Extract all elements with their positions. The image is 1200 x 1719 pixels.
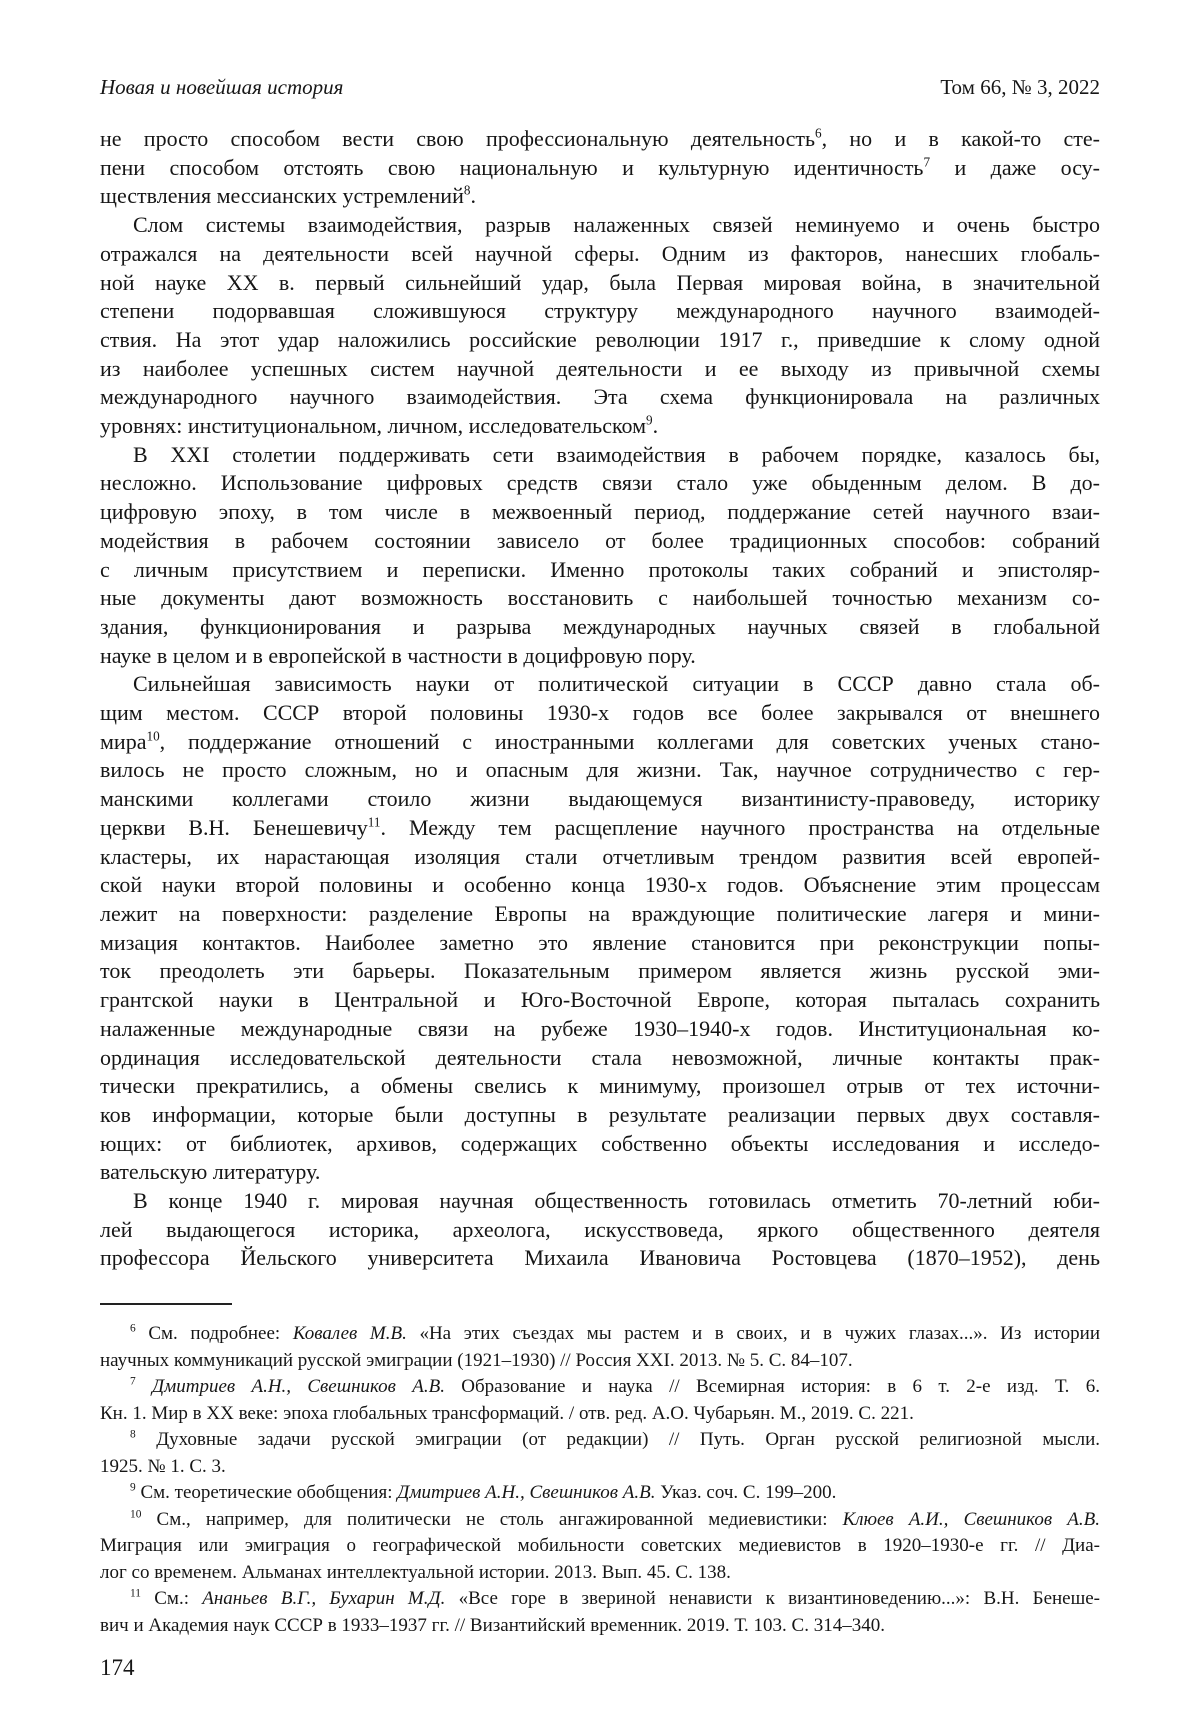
footnote-line: $^{10}$ См., например, для политически не столь ангажированной медиевистики: Клюев А.И., Свешников А.В. — [130, 1508, 1100, 1530]
footnote — [100, 1374, 1100, 1427]
footnote-marker: 10 — [146, 728, 160, 744]
page-number: 174 — [100, 1655, 135, 1681]
footnote-line: $^7$ Дмитриев А.Н., Свешников А.В. Образование и наука // Всемирная история: в 6 т. 2-е изд. Т. 6. — [130, 1375, 1100, 1398]
body-text-line: кластеры, их нарастающая изоляция стали отчетливым трендом развития всей европей- — [100, 843, 1100, 869]
paragraph — [100, 1187, 1100, 1273]
footnote — [100, 1586, 1100, 1639]
footnote-line: 1925. № 1. С. 3. — [100, 1455, 226, 1477]
body-text-line: налаженные международные связи на рубеже 1930–1940-х годов. Институциональная ко- — [100, 1015, 1100, 1041]
paragraph — [100, 670, 1100, 1187]
body-text-line: ные документы дают возможность восстановить с наибольшей точностью механизм со- — [100, 585, 1100, 611]
footnote-separator — [100, 1303, 232, 1305]
body-text-line: отражался на деятельности всей научной сферы. Одним из факторов, нанесших глобаль- — [100, 240, 1100, 266]
footnote-marker: 9 — [130, 1481, 136, 1494]
body-text-line: лей выдающегося историка, археолога, искусствоведа, яркого общественного деятеля — [100, 1216, 1100, 1242]
body-text-line: науке в целом и в европейской в частности в доцифровую пору. — [100, 642, 696, 668]
footnote-marker: 6 — [815, 125, 822, 141]
footnote-line: $^9$ См. теоретические обобщения: Дмитриев А.Н., Свешников А.В. Указ. соч. С. 199–200. — [130, 1481, 837, 1504]
footnote-marker: 11 — [367, 814, 381, 830]
footnote-marker: 8 — [463, 183, 471, 199]
body-text-line: степени подорвавшая сложившуюся структуру международного научного взаимодей- — [100, 298, 1100, 324]
footnote-line: лог со временем. Альманах интеллектуальной истории. 2013. Вып. 45. С. 138. — [100, 1561, 731, 1583]
body-text-line: мизация контактов. Наиболее заметно это явление становится при реконструкции попы- — [100, 929, 1100, 955]
body-text-line: В конце 1940 г. мировая научная общественность готовилась отметить 70-летний юби- — [133, 1188, 1100, 1214]
footnote-marker: 6 — [130, 1322, 136, 1335]
footnote-marker: 8 — [130, 1428, 136, 1441]
body-text-line: лежит на поверхности: разделение Европы на враждующие политические лагеря и мини- — [100, 900, 1100, 926]
body-text-line: с личным присутствием и переписки. Именно протоколы таких собраний и эпистоляр- — [100, 556, 1100, 582]
body-text-line: ток преодолеть эти барьеры. Показательным примером является жизнь русской эми- — [100, 958, 1100, 984]
footnotes-list — [100, 1321, 1100, 1639]
footnote-line: вич и Академия наук СССР в 1933–1937 гг. // Византийский временник. 2019. Т. 103. С. 314–340. — [100, 1614, 885, 1636]
footnote-marker: 7 — [923, 154, 931, 170]
body-text-line: ординация исследовательской деятельности стала невозможной, личные контакты прак- — [100, 1044, 1100, 1070]
paragraph — [100, 125, 1100, 211]
body-text-line: тически прекратились, а обмены свелись к минимуму, произошел отрыв от тех источни- — [100, 1073, 1100, 1099]
body-text-line: пени способом отстоять свою национальную и культурную идентичность$^7$ и даже осу- — [100, 154, 1100, 180]
footnote-marker: 10 — [130, 1508, 142, 1521]
volume-issue-info: Том 66, № 3, 2022 — [940, 75, 1100, 99]
body-text-line: ществления мессианских устремлений$^8$. — [100, 183, 476, 209]
paragraph — [100, 441, 1100, 671]
body-text-line: мира$^{10}$, поддержание отношений с иностранными коллегами для советских ученых стано- — [100, 728, 1100, 754]
footnote-line: научных коммуникаций русской эмиграции (1921–1930) // Россия XXI. 2013. № 5. С. 84–107. — [100, 1349, 853, 1371]
footnote-line: $^8$ Духовные задачи русской эмиграции (от редакции) // Путь. Орган русской религиозной мысли. — [130, 1428, 1100, 1451]
body-text-line: цифровую эпоху, в том числе в межвоенный период, поддержание сетей научного взаи- — [100, 499, 1100, 525]
body-text-line: модействия в рабочем состоянии зависело от более традиционных способов: собраний — [100, 527, 1100, 553]
footnote — [100, 1321, 1100, 1374]
body-text-line: здания, функционирования и разрыва международных научных связей в глобальной — [100, 613, 1100, 639]
body-text-line: манскими коллегами стоило жизни выдающемуся византинисту-правоведу, историку — [100, 786, 1100, 812]
body-text-line: ков информации, которые были доступны в результате реализации первых двух составля- — [100, 1101, 1100, 1127]
body-text-line: не просто способом вести свою профессиональную деятельность$^6$, но и в какой-то сте- — [100, 125, 1100, 151]
body-text-line: Слом системы взаимодействия, разрыв налаженных связей неминуемо и очень быстро — [133, 212, 1100, 238]
footnote-marker: 11 — [130, 1587, 141, 1600]
body-text-line: вательскую литературу. — [100, 1159, 321, 1185]
body-text-line: из наиболее успешных систем научной деятельности и ее выходу из привычной схемы — [100, 355, 1100, 381]
footnote-line: Миграция или эмиграция о географической мобильности советских медиевистов в 1920–1930-е гг. // Диа- — [100, 1535, 1100, 1557]
footnote-marker: 9 — [646, 412, 653, 428]
page-header — [100, 75, 1100, 100]
footnote-marker: 7 — [130, 1375, 136, 1388]
body-text-line: уровнях: институциональном, личном, исследовательском$^9$. — [100, 412, 659, 439]
body-text-line: ствия. На этот удар наложились российские революции 1917 г., приведшие к слому одной — [100, 326, 1100, 352]
footnote-line: $^6$ См. подробнее: Ковалев М.В. «На этих съездах мы растем и в своих, и в чужих глазах...». Из истории — [130, 1322, 1100, 1345]
footnote — [100, 1427, 1100, 1480]
body-text-line: ской науки второй половины и особенно конца 1930-х годов. Объяснение этим процессам — [100, 872, 1100, 898]
body-text-line: несложно. Использование цифровых средств связи стало уже обыденным делом. В до- — [100, 470, 1100, 496]
footnote-line: $^{11}$ См.: Ананьев В.Г., Бухарин М.Д. «Все горе в звериной ненависти к византиноведению...»: В.Н. Бенеше- — [130, 1587, 1100, 1610]
body-text-line: грантской науки в Центральной и Юго-Восточной Европе, которая пыталась сохранить — [100, 987, 1100, 1013]
footnote — [100, 1507, 1100, 1587]
footnote-line: Кн. 1. Мир в XX веке: эпоха глобальных трансформаций. / отв. ред. А.О. Чубарьян. М., 2019. С. 221. — [100, 1402, 914, 1424]
body-text-line: международного научного взаимодействия. Эта схема функционировала на различных — [100, 384, 1100, 410]
body-text-line: ной науке XX в. первый сильнейший удар, была Первая мировая война, в значительной — [100, 269, 1100, 295]
body-text-line: профессора Йельского университета Михаила Ивановича Ростовцева (1870–1952), день — [100, 1245, 1100, 1271]
body-text-line: ющих: от библиотек, архивов, содержащих собственно объекты исследования и исследо- — [100, 1130, 1100, 1156]
body-text-line: вилось не просто сложным, но и опасным для жизни. Так, научное сотрудничество с гер- — [100, 757, 1100, 783]
paragraph — [100, 211, 1100, 441]
body-text-line: щим местом. СССР второй половины 1930-х годов все более закрывался от внешнего — [100, 700, 1100, 726]
body-text-line: церкви В.Н. Бенешевичу$^{11}$. Между тем расщепление научного пространства на отдельные — [100, 814, 1100, 840]
body-text-line: В XXI столетии поддерживать сети взаимодействия в рабочем порядке, казалось бы, — [133, 441, 1100, 467]
journal-title: Новая и новейшая история — [100, 75, 344, 99]
article-body — [100, 125, 1100, 1273]
body-text-line: Сильнейшая зависимость науки от политической ситуации в СССР давно стала об- — [133, 671, 1100, 697]
footnote — [100, 1480, 1100, 1507]
